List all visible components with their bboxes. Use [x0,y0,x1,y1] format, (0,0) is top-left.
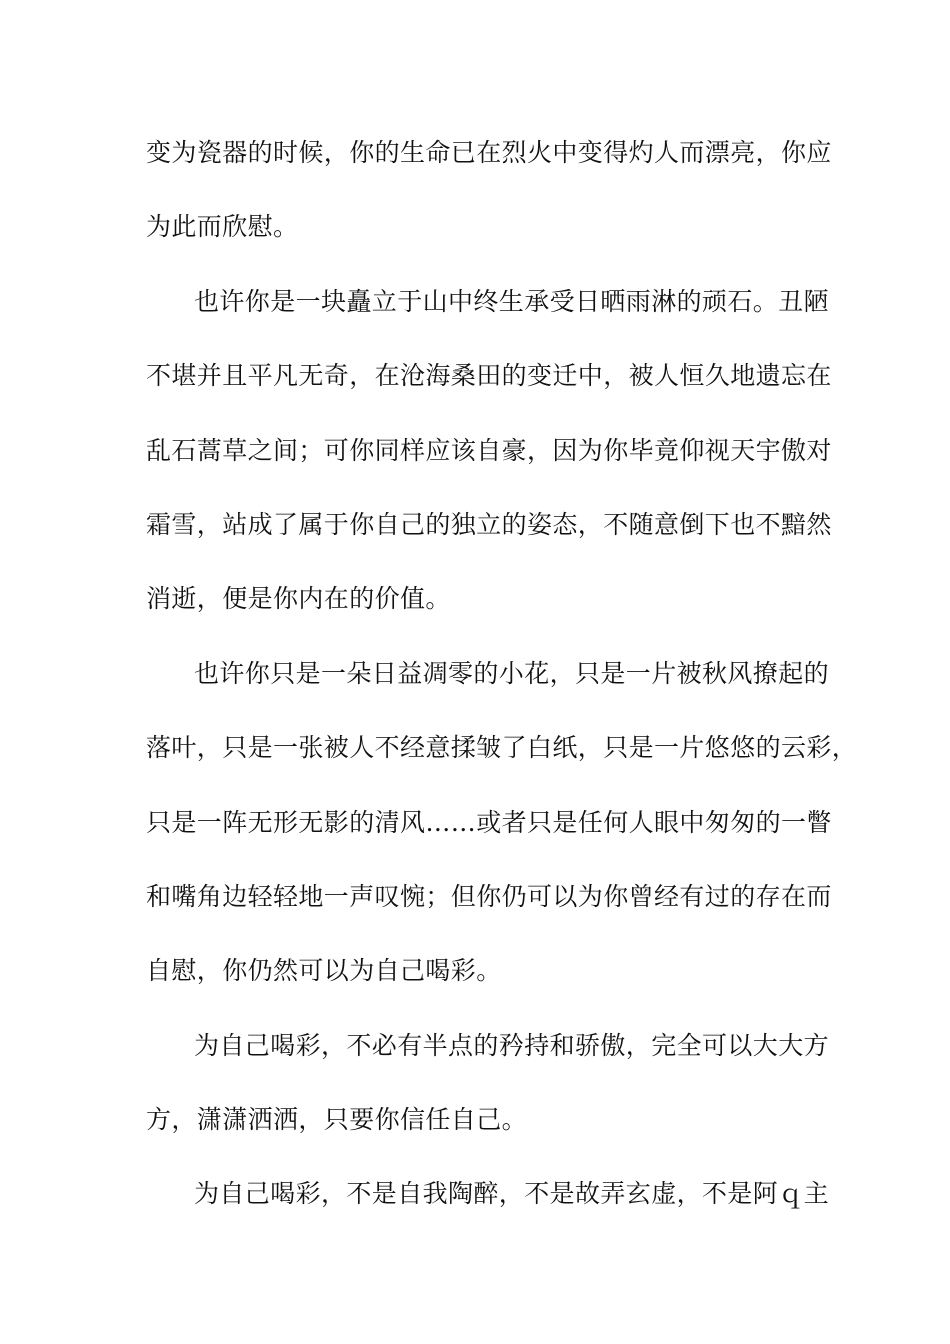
text-line: 也许你只是一朵日益凋零的小花，只是一片被秋风撩起的 [194,658,830,688]
text-line: 只是一阵无形无影的清风……或者只是任何人眼中匆匆的一瞥 [146,807,832,837]
text-line: 乱石蒿草之间；可你同样应该自豪，因为你毕竟仰视天宇傲对 [146,435,832,465]
text-line: 和嘴角边轻轻地一声叹惋；但你仍可以为你曾经有过的存在而 [146,881,832,911]
text-line: 为此而欣慰。 [146,212,299,242]
text-line: 落叶，只是一张被人不经意揉皱了白纸，只是一片悠悠的云彩， [146,733,858,763]
text-line: 为自己喝彩，不是自我陶醉，不是故弄玄虚，不是阿ｑ主 [194,1179,830,1209]
text-line: 不堪并且平凡无奇，在沧海桑田的变迁中，被人恒久地遗忘在 [146,361,832,391]
text-line: 霜雪，站成了属于你自己的独立的姿态，不随意倒下也不黯然 [146,509,832,539]
text-line: 自慰，你仍然可以为自己喝彩。 [146,956,502,986]
text-line: 变为瓷器的时候，你的生命已在烈火中变得灼人而漂亮，你应 [146,138,832,167]
text-line: 方，潇潇洒洒，只要你信任自己。 [146,1105,528,1135]
text-line: 为自己喝彩，不必有半点的矜持和骄傲，完全可以大大方 [194,1030,830,1060]
document-body [146,128,858,1244]
text-line: 也许你是一块矗立于山中终生承受日晒雨淋的顽石。丑陋 [194,286,830,316]
text-line: 消逝，便是你内在的价值。 [146,584,451,614]
